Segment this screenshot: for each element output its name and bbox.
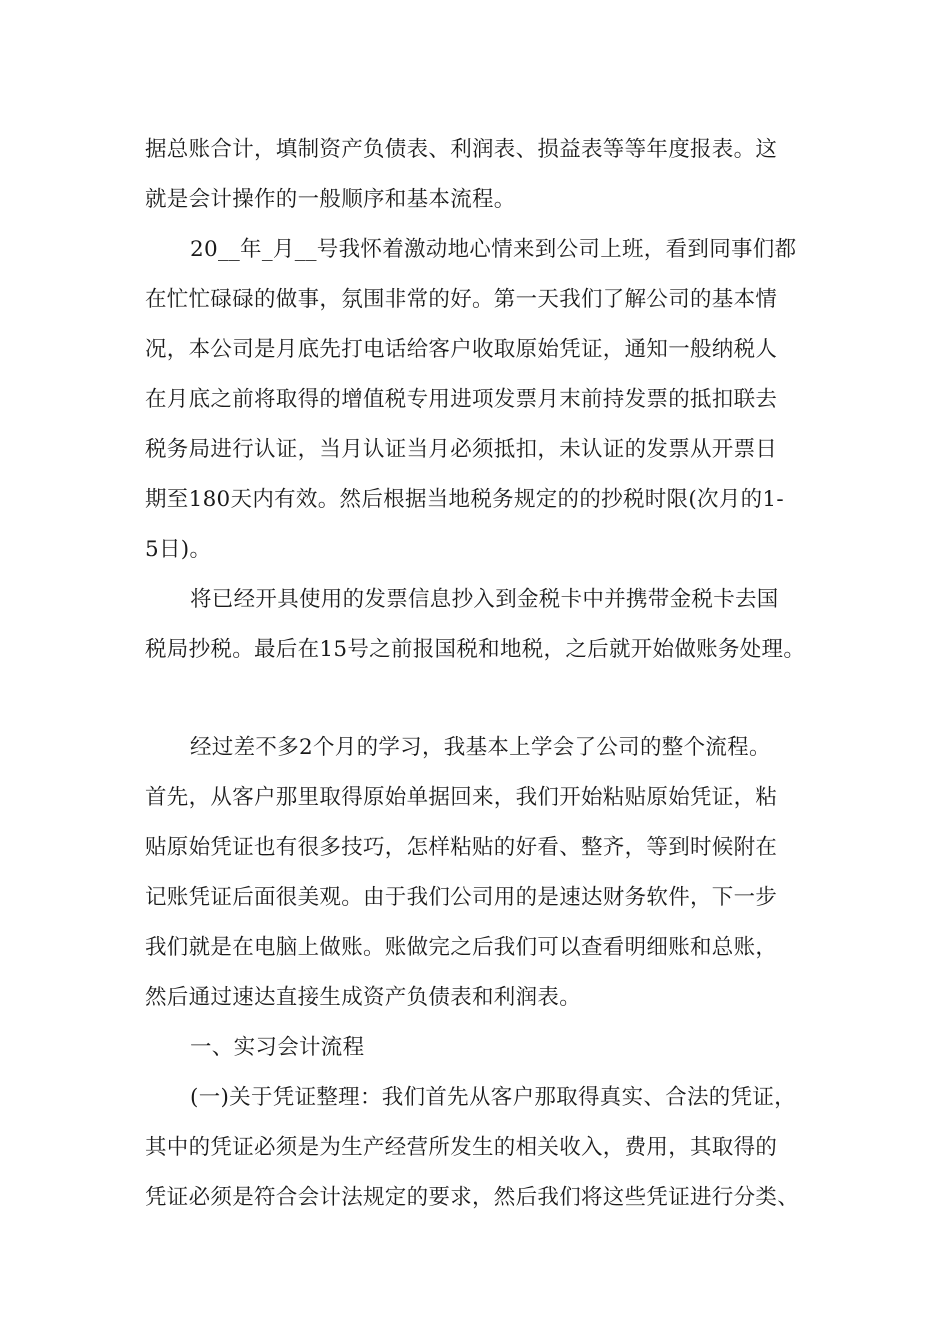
text-line: 贴原始凭证也有很多技巧，怎样粘贴的好看、整齐，等到时候附在 <box>145 835 778 860</box>
text-line: 况，本公司是月底先打电话给客户收取原始凭证，通知一般纳税人 <box>145 337 778 362</box>
text-line: 期至180天内有效。然后根据当地税务规定的的抄税时限(次月的1- <box>145 487 784 512</box>
text-line: 税局抄税。最后在15号之前报国税和地税，之后就开始做账务处理。 <box>145 637 806 662</box>
text-line: 在月底之前将取得的增值税专用进项发票月末前持发票的抵扣联去 <box>145 387 778 412</box>
text-line: 20__年_月__号我怀着激动地心情来到公司上班，看到同事们都 <box>190 237 797 262</box>
text-line: 在忙忙碌碌的做事，氛围非常的好。第一天我们了解公司的基本情 <box>145 287 778 312</box>
text-line: 5日)。 <box>145 537 212 562</box>
text-line: 凭证必须是符合会计法规定的要求，然后我们将这些凭证进行分类、 <box>145 1185 800 1210</box>
text-line: 据总账合计，填制资产负债表、利润表、损益表等等年度报表。这 <box>145 137 778 162</box>
text-line: 经过差不多2个月的学习，我基本上学会了公司的整个流程。 <box>190 735 771 760</box>
text-line: 就是会计操作的一般顺序和基本流程。 <box>145 187 516 212</box>
text-line: (一)关于凭证整理：我们首先从客户那取得真实、合法的凭证， <box>190 1085 796 1110</box>
text-line: 首先，从客户那里取得原始单据回来，我们开始粘贴原始凭证，粘 <box>145 785 778 810</box>
text-line: 然后通过速达直接生成资产负债表和利润表。 <box>145 985 582 1010</box>
text-line: 税务局进行认证，当月认证当月必须抵扣，未认证的发票从开票日 <box>145 437 778 462</box>
text-line: 记账凭证后面很美观。由于我们公司用的是速达财务软件，下一步 <box>145 885 778 910</box>
text-line: 将已经开具使用的发票信息抄入到金税卡中并携带金税卡去国 <box>190 587 779 612</box>
section-heading: 一、实习会计流程 <box>190 1035 365 1060</box>
text-line: 我们就是在电脑上做账。账做完之后我们可以查看明细账和总账， <box>145 935 778 960</box>
text-line: 其中的凭证必须是为生产经营所发生的相关收入，费用，其取得的 <box>145 1135 778 1160</box>
